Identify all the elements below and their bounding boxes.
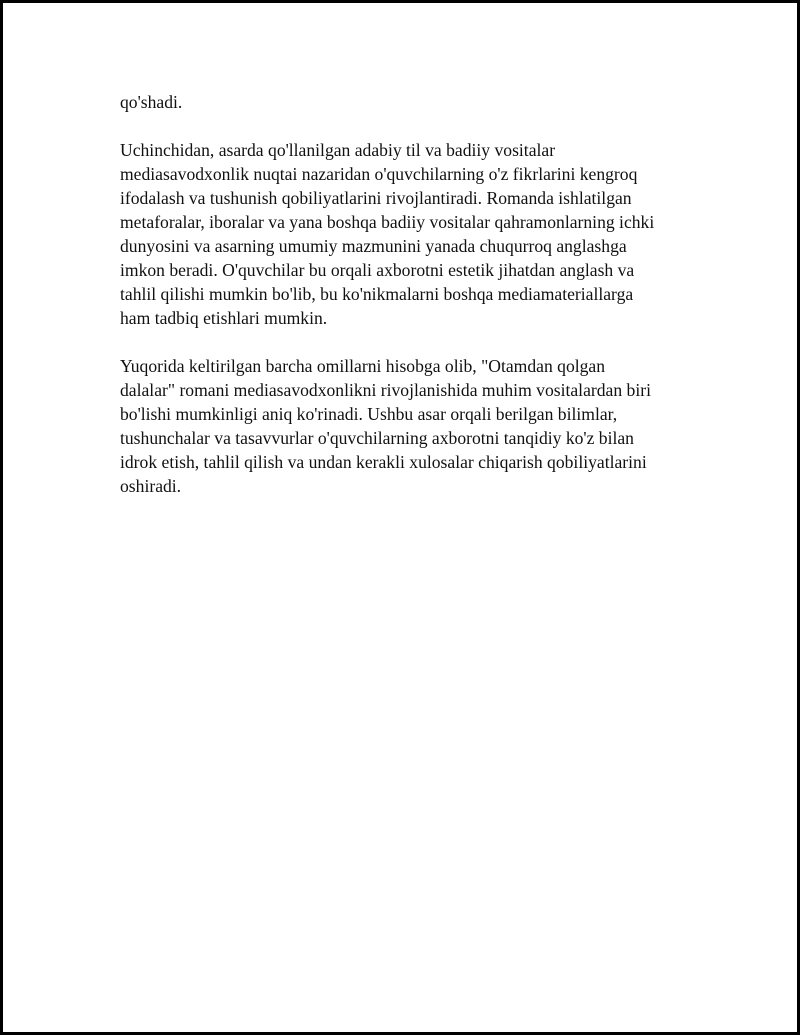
page-body — [120, 90, 686, 498]
text-line: metaforalar, iboralar va yana boshqa badiiy vositalar qahramonlarning ichki — [120, 212, 655, 232]
paragraph-2 — [120, 138, 686, 330]
text-line: idrok etish, tahlil qilish va undan kerakli xulosalar chiqarish qobiliyatlarini — [120, 452, 647, 472]
text-line: oshiradi. — [120, 476, 182, 496]
text-line: ham tadbiq etishlari mumkin. — [120, 308, 328, 328]
text-line: Uchinchidan, asarda qo'llanilgan adabiy til va badiiy vositalar — [120, 140, 556, 160]
text-line: ifodalash va tushunish qobiliyatlarini rivojlantiradi. Romanda ishlatilgan — [120, 188, 632, 208]
paragraph-spacer — [120, 114, 686, 138]
text-line: tushunchalar va tasavvurlar o'quvchilarning axborotni tanqidiy ko'z bilan — [120, 428, 634, 448]
text-line: qo'shadi. — [120, 92, 183, 112]
text-line: dalalar" romani mediasavodxonlikni rivojlanishida muhim vositalardan biri — [120, 380, 651, 400]
text-line: Yuqorida keltirilgan barcha omillarni hisobga olib, "Otamdan qolgan — [120, 356, 606, 376]
paragraph-3 — [120, 354, 686, 498]
text-line: dunyosini va asarning umumiy mazmunini yanada chuqurroq anglashga — [120, 236, 627, 256]
paragraph-1 — [120, 90, 686, 114]
paragraph-spacer — [120, 330, 686, 354]
text-line: bo'lishi mumkinligi aniq ko'rinadi. Ushbu asar orqali berilgan bilimlar, — [120, 404, 618, 424]
text-line: mediasavodxonlik nuqtai nazaridan o'quvchilarning o'z fikrlarini kengroq — [120, 164, 638, 184]
text-line: imkon beradi. O'quvchilar bu orqali axborotni estetik jihatdan anglash va — [120, 260, 635, 280]
text-line: tahlil qilishi mumkin bo'lib, bu ko'nikmalarni boshqa mediamateriallarga — [120, 284, 634, 304]
